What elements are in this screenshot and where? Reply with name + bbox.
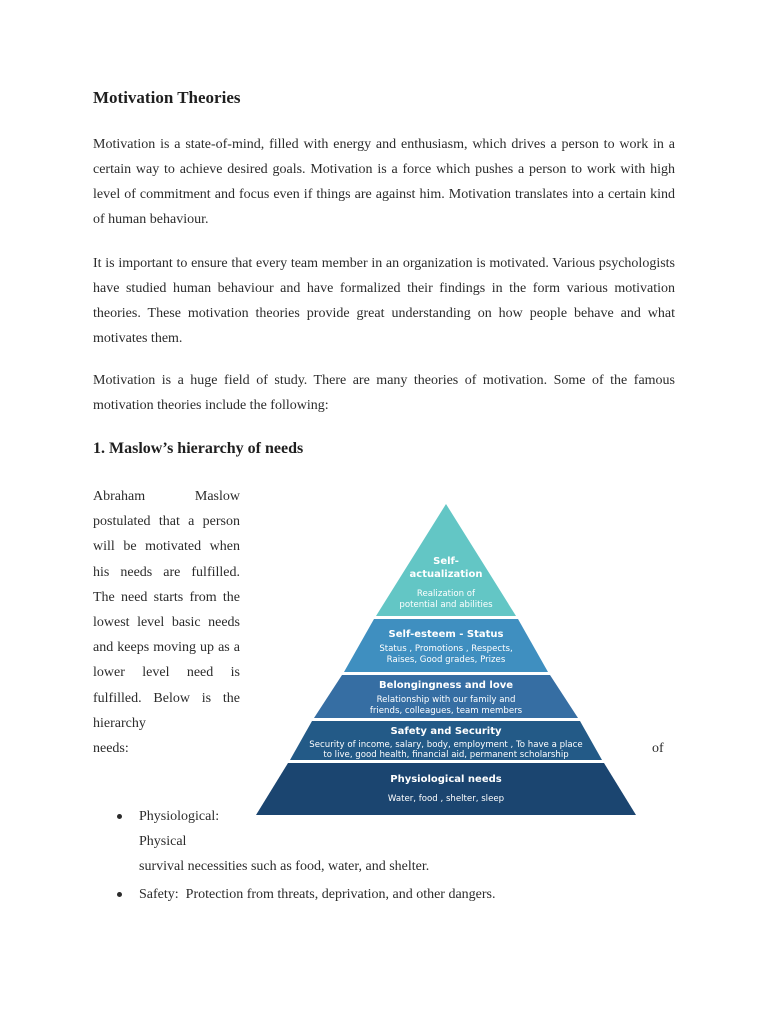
- maslow-trailing-word: of: [652, 741, 664, 756]
- pyramid-level-2-title: Self-esteem - Status: [388, 629, 504, 640]
- pyramid-level-1-desc-line2: potential and abilities: [399, 600, 493, 610]
- bullet-dot: [117, 892, 122, 897]
- bullet-dot: [117, 814, 122, 819]
- list-item-safety: [93, 882, 693, 907]
- maslow-description-last-line: needs:: [93, 741, 129, 757]
- pyramid-level-1-title-line2: actualization: [409, 569, 483, 580]
- list-item-text: Protection from threats, deprivation, and other dangers.: [185, 887, 496, 902]
- pyramid-level-4-title: Safety and Security: [390, 726, 502, 737]
- pyramid-level-2-desc-line2: Raises, Good grades, Prizes: [386, 655, 506, 665]
- paragraph-1: Motivation is a state-of-mind, filled with energy and enthusiasm, which drives a person to work in a certain way to achieve desired goals. Motivation is a force which pushes a person to work with high level of commitment and focus even if things are against him. Motivation translates into a certain kind of human behaviour.: [93, 137, 675, 227]
- maslow-description-body: Abraham Maslow postulated that a person will be motivated when his needs are fulfilled. The need starts from the lowest level basic needs and keeps moving up as a lower level need is fulfilled. Below is the hierarchy: [93, 489, 240, 731]
- list-item-text-line2: Physical: [139, 834, 187, 849]
- pyramid-level-1-title-line1: Self-: [433, 556, 459, 567]
- pyramid-level-5-desc: Water, food , shelter, sleep: [387, 794, 505, 804]
- pyramid-level-3-desc-line1: Relationship with our family and: [376, 695, 516, 705]
- paragraph-3: Motivation is a huge field of study. There are many theories of motivation. Some of the famous motivation theories include the following:: [93, 373, 675, 413]
- needs-list: [93, 804, 693, 907]
- pyramid-level-2-desc-line1: Status , Promotions , Respects,: [379, 644, 513, 654]
- pyramid-level-3-desc-line2: friends, colleagues, team members: [369, 706, 523, 716]
- pyramid-level-4-desc-line2: to live, good health, financial aid, permanent scholarship: [323, 750, 569, 760]
- list-item-label: Physiological:: [139, 809, 220, 824]
- list-item-physiological: [93, 804, 693, 879]
- maslow-pyramid: [256, 502, 638, 818]
- pyramid-level-4-desc-line1: Security of income, salary, body, employment , To have a place: [309, 740, 583, 750]
- section-heading: 1. Maslow’s hierarchy of needs: [93, 440, 304, 457]
- page-title: Motivation Theories: [93, 88, 241, 107]
- list-item-text-line3: survival necessities such as food, water, and shelter.: [139, 859, 430, 874]
- maslow-description: [93, 484, 240, 761]
- paragraph-2: It is important to ensure that every team member in an organization is motivated. Various psychologists have studied human behaviour and have formalized their findings in the form various motivation theories. These motivation theories provide great understanding on how people behave and what motivates them.: [93, 256, 675, 346]
- pyramid-level-3-title: Belongingness and love: [378, 680, 514, 691]
- list-item-label: Safety:: [139, 887, 179, 902]
- pyramid-level-5-title: Physiological needs: [390, 774, 502, 785]
- pyramid-level-1-desc-line1: Realization of: [416, 589, 476, 599]
